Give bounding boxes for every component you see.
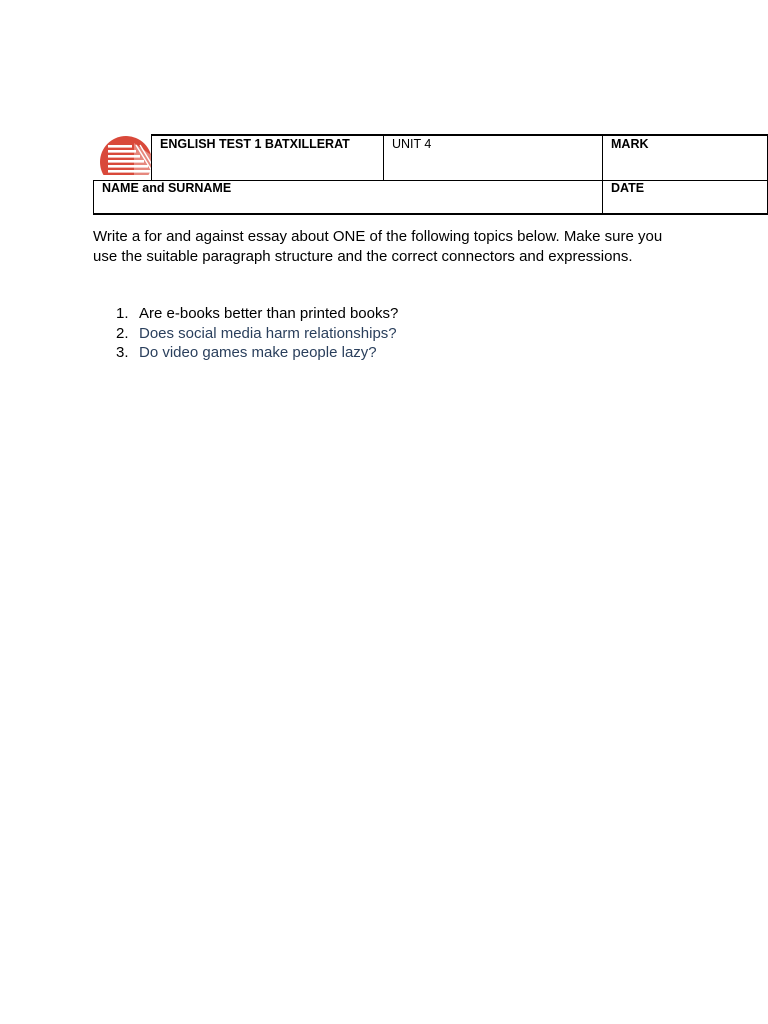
- test-title: ENGLISH TEST 1 BATXILLERAT: [160, 137, 350, 151]
- list-item: [93, 343, 398, 363]
- list-number: 2.: [116, 324, 129, 342]
- name-surname-label: NAME and SURNAME: [102, 181, 232, 195]
- date-label: DATE: [611, 181, 645, 195]
- list-number: 1.: [116, 305, 129, 322]
- topic-text: Does social media harm relationships?: [139, 324, 397, 342]
- header-table: [93, 134, 768, 215]
- list-number: 3.: [116, 344, 129, 361]
- topics-list: [93, 304, 398, 363]
- list-item: [93, 304, 398, 324]
- instructions-text: Write a for and against essay about ONE of the following topics below. Make sure you use the suitable paragraph structure and the correct connectors and expressions.: [93, 228, 663, 265]
- table-border-bottom: [93, 213, 768, 215]
- topic-text: Are e-books better than printed books?: [139, 305, 399, 322]
- mark-label: MARK: [611, 137, 649, 151]
- unit-label: UNIT 4: [392, 137, 432, 151]
- list-item: [93, 324, 398, 344]
- topic-text: Do video games make people lazy?: [139, 344, 377, 361]
